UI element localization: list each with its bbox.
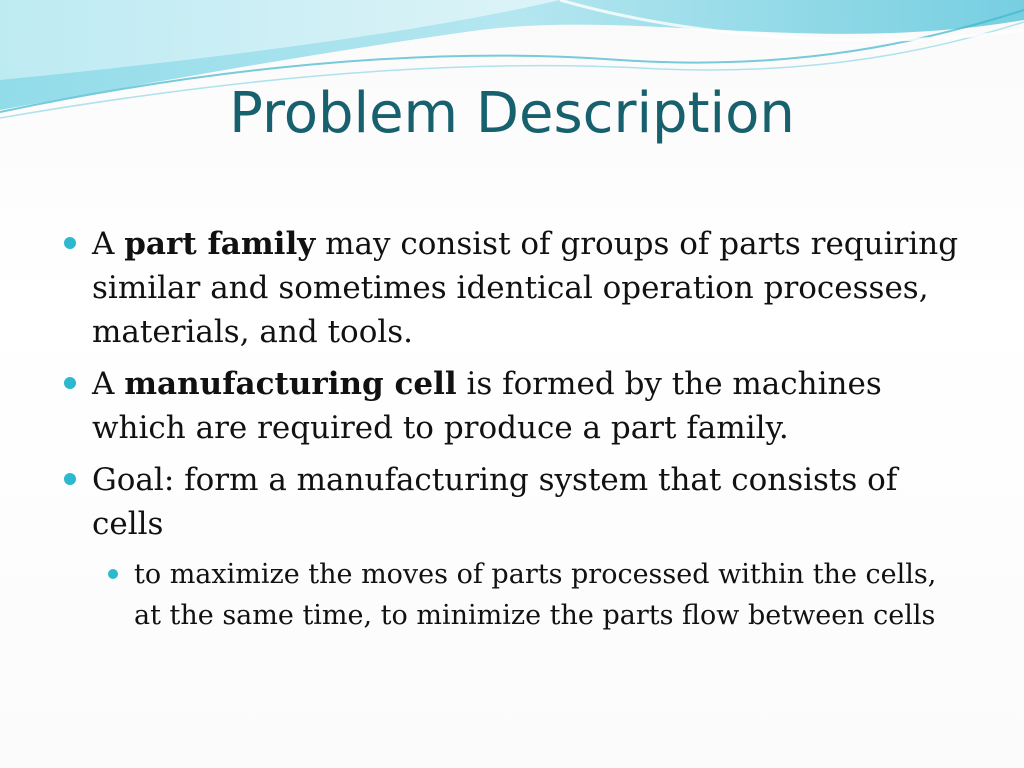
bullet-item-manufacturing-cell bbox=[60, 362, 965, 450]
bullet-text: is formed by the machines which are required to produce a part family. bbox=[92, 366, 882, 446]
slide-title: Problem Description bbox=[229, 81, 795, 146]
bullet-text: may consist of groups of parts requiring similar and sometimes identical operation processes, materials, and tools. bbox=[92, 226, 959, 350]
bullet-item-goal bbox=[60, 458, 965, 546]
bullet-text: Goal: form a manufacturing system that consists of cells bbox=[92, 462, 898, 542]
bullet-item-part-family bbox=[60, 222, 965, 354]
sub-bullet-item bbox=[92, 554, 965, 636]
sub-bullet-text: to maximize the moves of parts processed within the cells, at the same time, to minimize the parts flow between cells bbox=[134, 559, 937, 631]
slide-body bbox=[60, 222, 965, 636]
bullet-dot-icon bbox=[64, 377, 76, 389]
bullet-prefix: A bbox=[92, 226, 125, 262]
bold-term: part family bbox=[124, 226, 316, 262]
bullet-dot-icon bbox=[64, 237, 76, 249]
bullet-prefix: A bbox=[92, 366, 125, 402]
sub-bullet-dot-icon bbox=[108, 569, 118, 579]
bold-term: manufacturing cell bbox=[124, 366, 457, 402]
bullet-dot-icon bbox=[64, 473, 76, 485]
